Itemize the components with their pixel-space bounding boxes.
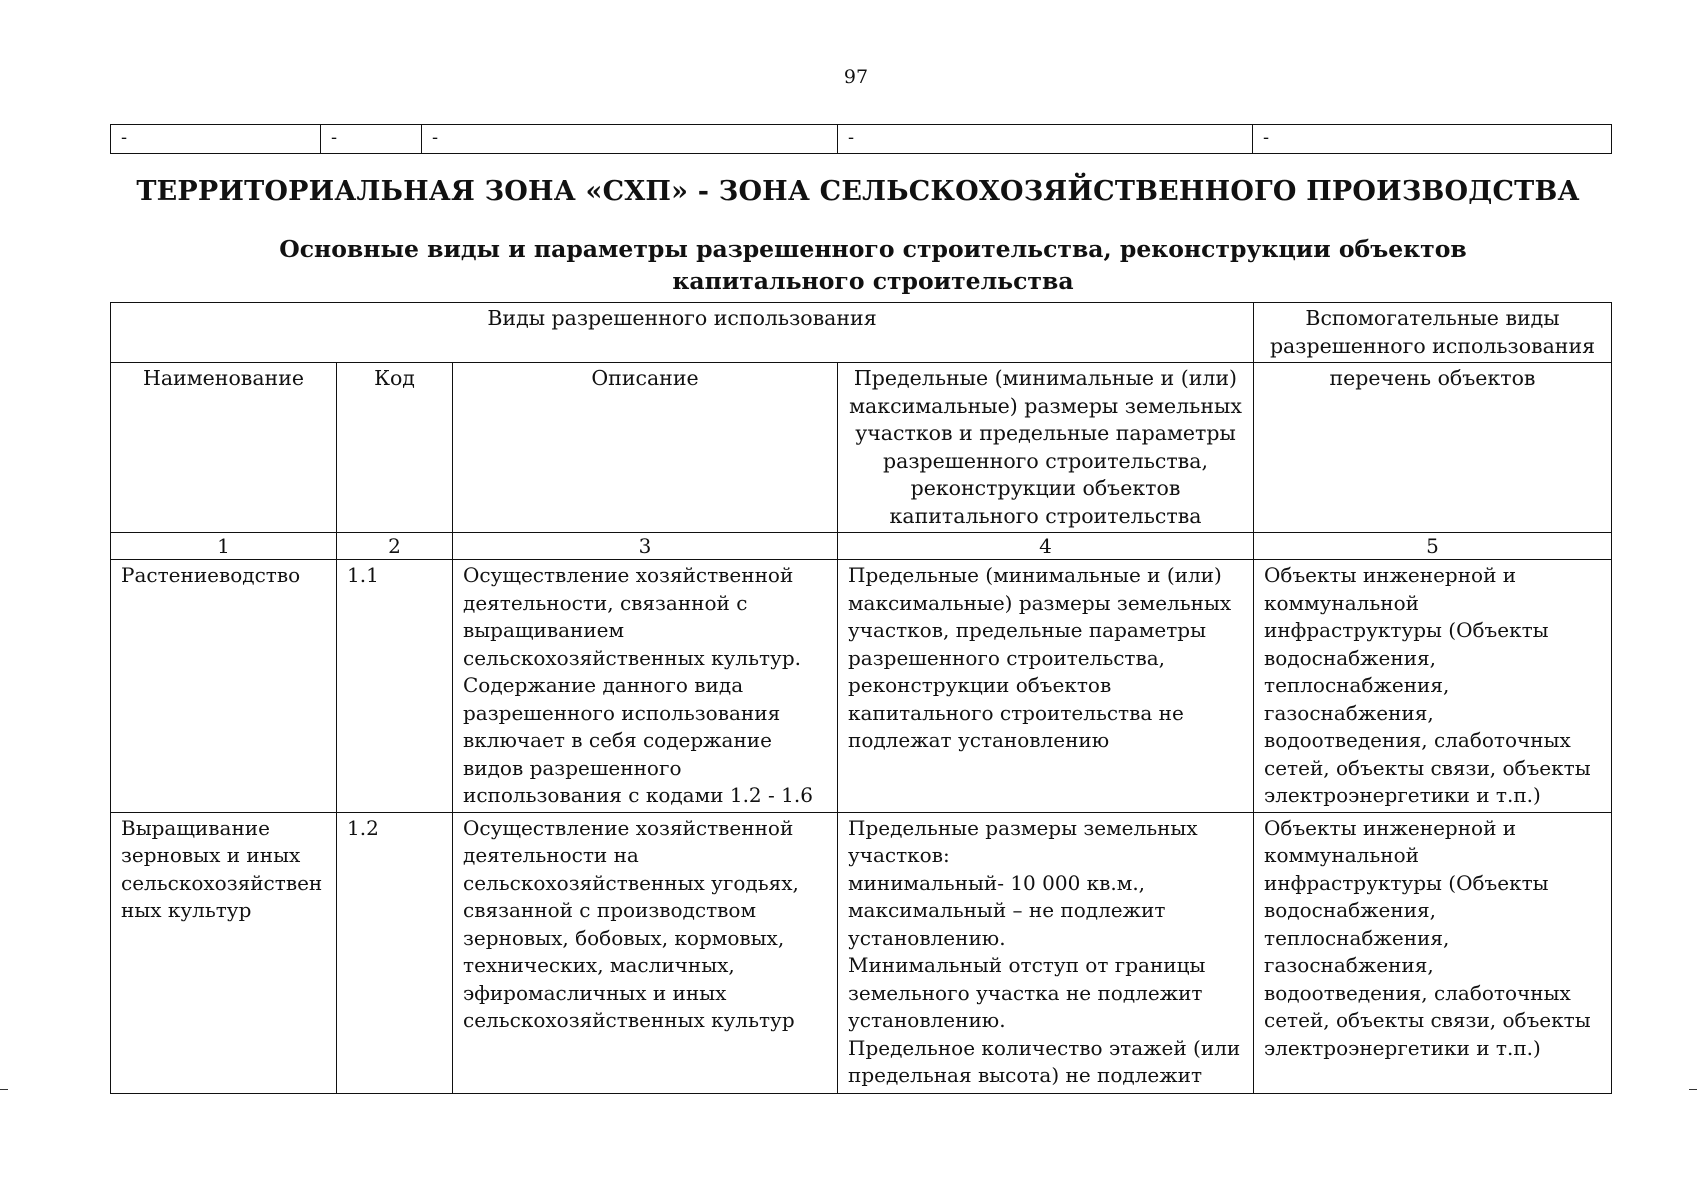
row-objects: Объекты инженерной и коммунальной инфраструктуры (Объекты водоснабжения, теплоснабжения, газоснабжения, водоотведения, слаботочных сетей, объекты связи, объекты электроэнергетики и т.п.): [1254, 812, 1612, 1093]
group-header-main: Виды разрешенного использования: [111, 303, 1254, 363]
row-name: Выращивание зерновых и иных сельскохозяйствен ных культур: [111, 812, 337, 1093]
column-number: 2: [337, 533, 453, 560]
row-limits: [838, 812, 1254, 1093]
column-header-code: Код: [337, 363, 453, 533]
row-objects: Объекты инженерной и коммунальной инфраструктуры (Объекты водоснабжения, теплоснабжения, газоснабжения, водоотведения, слаботочных сетей, объекты связи, объекты электроэнергетики и т.п.): [1254, 560, 1612, 813]
table-cell: -: [838, 125, 1253, 154]
table-row: [111, 812, 1612, 1093]
column-header-name: Наименование: [111, 363, 337, 533]
table-cell: -: [1253, 125, 1612, 154]
zone-title: ТЕРРИТОРИАЛЬНАЯ ЗОНА «СХП» - ЗОНА СЕЛЬСКОХОЗЯЙСТВЕННОГО ПРОИЗВОДСТВА: [136, 176, 1580, 207]
section-subtitle: Основные виды и параметры разрешенного строительства, реконструкции объектов капитального строительства: [279, 235, 1467, 295]
limits-line: минимальный- 10 000 кв.м., максимальный – не подлежит установлению.: [848, 870, 1166, 950]
table-row: [111, 560, 1612, 813]
column-header-limits: Предельные (минимальные и (или) максимальные) размеры земельных участков и предельные параметры разрешенного строительства, реконструкции объектов капитального строительства: [838, 363, 1254, 533]
margin-mark-left: [0, 1089, 8, 1090]
row-name: Растениеводство: [111, 560, 337, 813]
continuation-table: [110, 124, 1612, 154]
column-header-objects: перечень объектов: [1254, 363, 1612, 533]
column-header-row: [111, 363, 1612, 533]
table-cell: -: [422, 125, 838, 154]
row-code: 1.1: [337, 560, 453, 813]
table-row: [111, 125, 1612, 154]
column-number: 4: [838, 533, 1254, 560]
row-description: Осуществление хозяйственной деятельности на сельскохозяйственных угодьях, связанной с производством зерновых, бобовых, кормовых, технических, масличных, эфиромасличных и иных сельскохозяйственных культур: [453, 812, 838, 1093]
row-code: 1.2: [337, 812, 453, 1093]
group-header-row: [111, 303, 1612, 363]
table-cell: -: [321, 125, 422, 154]
column-number: 1: [111, 533, 337, 560]
column-number: 3: [453, 533, 838, 560]
column-number-row: [111, 533, 1612, 560]
page-number: 97: [843, 66, 869, 88]
limits-line: Предельные размеры земельных участков:: [848, 815, 1198, 867]
group-header-aux: Вспомогательные виды разрешенного использования: [1254, 303, 1612, 363]
limits-line: Минимальный отступ от границы земельного участка не подлежит установлению.: [848, 953, 1206, 1032]
row-description: Осуществление хозяйственной деятельности, связанной с выращиванием сельскохозяйственных культур. Содержание данного вида разрешенного использования включает в себя содержание видов разрешенного использования с кодами 1.2 - 1.6: [453, 560, 838, 813]
table-cell: -: [111, 125, 321, 154]
limits-line: Предельное количество этажей (или предельная высота) не подлежит: [848, 1035, 1241, 1087]
row-limits: Предельные (минимальные и (или) максимальные) размеры земельных участков, предельные параметры разрешенного строительства, реконструкции объектов капитального строительства не подлежат установлению: [838, 560, 1254, 813]
column-header-description: Описание: [453, 363, 838, 533]
column-number: 5: [1254, 533, 1612, 560]
zoning-table: [110, 302, 1612, 1094]
margin-mark-right: [1689, 1089, 1697, 1090]
